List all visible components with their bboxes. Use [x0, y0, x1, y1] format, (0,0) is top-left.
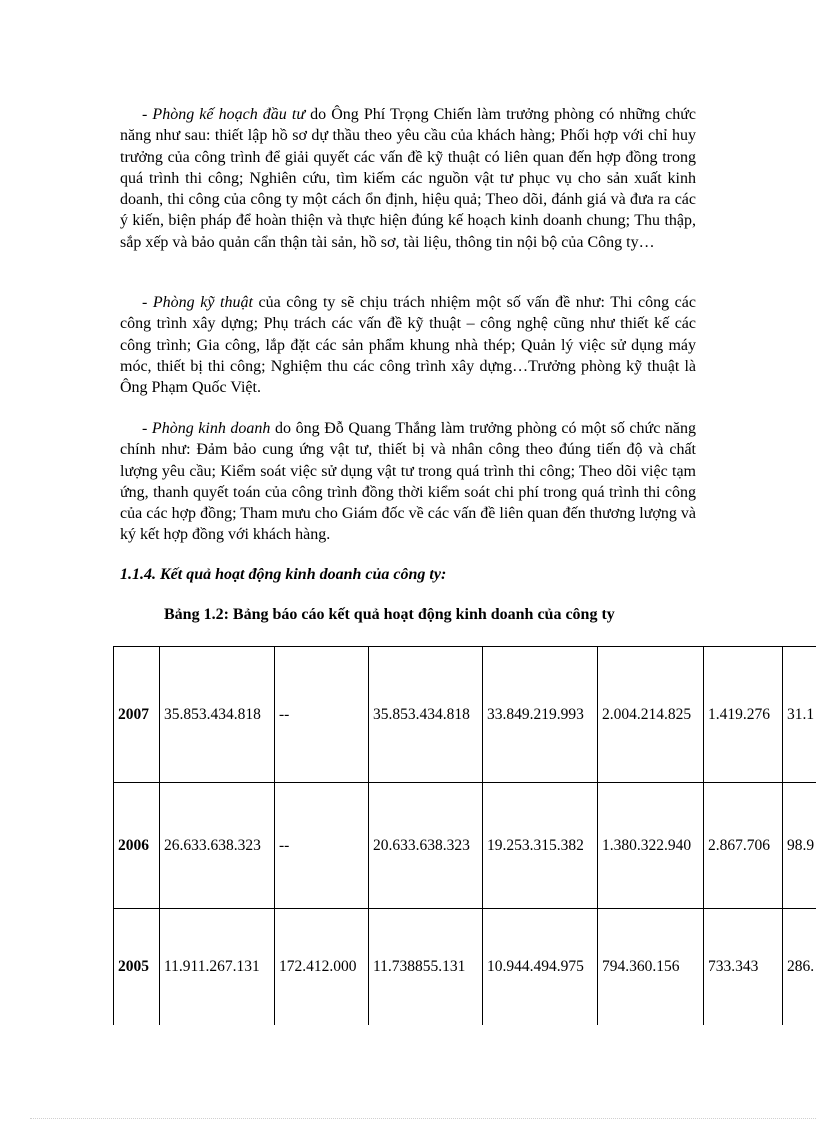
- year-cell: 2005: [114, 909, 160, 1026]
- table-cell: 19.253.315.382: [483, 783, 598, 909]
- paragraph-planning-investment: [120, 104, 696, 253]
- table-cell: 35.853.434.818: [160, 647, 275, 783]
- table-cell: 35.853.434.818: [369, 647, 483, 783]
- table-cell: 172.412.000: [275, 909, 369, 1026]
- department-name: - Phòng kỹ thuật: [142, 294, 253, 311]
- table-cell: --: [275, 647, 369, 783]
- table-row: [114, 647, 816, 783]
- year-cell: 2006: [114, 783, 160, 909]
- paragraph-business: [120, 418, 696, 546]
- table-cell: 98.9: [783, 783, 816, 909]
- table-cell: 2.004.214.825: [598, 647, 704, 783]
- table-cell: 31.1: [783, 647, 816, 783]
- results-table: [113, 646, 816, 1025]
- table-cell: 20.633.638.323: [369, 783, 483, 909]
- table-caption: Bảng 1.2: Bảng báo cáo kết quả hoạt động kinh doanh của công ty: [164, 606, 615, 623]
- paragraph-text: do Ông Phí Trọng Chiến làm trưởng phòng có những chức năng như sau: thiết lập hồ sơ dự thầu theo yêu cầu của khách hàng; Phối hợp với chỉ huy trưởng của công trình để giải quyết các vấn đề kỹ thuật có liên quan đến hợp đồng trong quá trình thi công; Nghiên cứu, tìm kiếm các nguồn vật tư phục vụ cho sản xuất kinh doanh, thi công của công ty một cách ổn định, hiệu quả; Theo dõi, đánh giá và đưa ra các ý kiến, biện pháp để hoàn thiện và thực hiện đúng kế hoạch kinh doanh chung; Thu thập, sắp xếp và bảo quản cẩn thận tài sản, hồ sơ, tài liệu, thông tin nội bộ của Công ty…: [120, 106, 696, 251]
- table-row: [114, 783, 816, 909]
- table-cell: 33.849.219.993: [483, 647, 598, 783]
- table-cell: 11.911.267.131: [160, 909, 275, 1026]
- page-bottom-divider: [30, 1118, 816, 1119]
- table-cell: 2.867.706: [704, 783, 783, 909]
- table-cell: 733.343: [704, 909, 783, 1026]
- table-cell: 11.738855.131: [369, 909, 483, 1026]
- table-cell: 794.360.156: [598, 909, 704, 1026]
- year-cell: 2007: [114, 647, 160, 783]
- table-cell: 1.380.322.940: [598, 783, 704, 909]
- table-cell: 286.: [783, 909, 816, 1026]
- paragraph-text: do ông Đỗ Quang Thắng làm trưởng phòng có một số chức năng chính như: Đảm bảo cung ứng vật tư, thiết bị và nhân công theo đúng tiến độ và chất lượng yêu cầu; Kiểm soát việc sử dụng vật tư trong quá trình thi công; Theo dõi việc tạm ứng, thanh quyết toán của công trình đồng thời kiểm soát chi phí trong quá trình thi công của các hợp đồng; Tham mưu cho Giám đốc về các vấn đề liên quan đến thương lượng và ký kết hợp đồng với khách hàng.: [120, 420, 696, 544]
- table-row: [114, 909, 816, 1026]
- table-cell: 26.633.638.323: [160, 783, 275, 909]
- department-name: - Phòng kế hoạch đầu tư: [142, 106, 306, 123]
- table-cell: --: [275, 783, 369, 909]
- paragraph-technical: [120, 292, 696, 398]
- table-cell: 1.419.276: [704, 647, 783, 783]
- section-heading: 1.1.4. Kết quả hoạt động kinh doanh của công ty:: [120, 566, 447, 583]
- table-cell: 10.944.494.975: [483, 909, 598, 1026]
- department-name: - Phòng kinh doanh: [142, 420, 271, 437]
- paragraph-text: của công ty sẽ chịu trách nhiệm một số vấn đề như: Thi công các công trình xây dựng; Phụ trách các vấn đề kỹ thuật – công nghệ cũng như thiết kế các công trình; Gia công, lắp đặt các sản phẩm khung nhà thép; Quản lý việc sử dụng máy móc, thiết bị thi công; Nghiệm thu các công trình xây dựng…Trưởng phòng kỹ thuật là Ông Phạm Quốc Việt.: [120, 294, 696, 397]
